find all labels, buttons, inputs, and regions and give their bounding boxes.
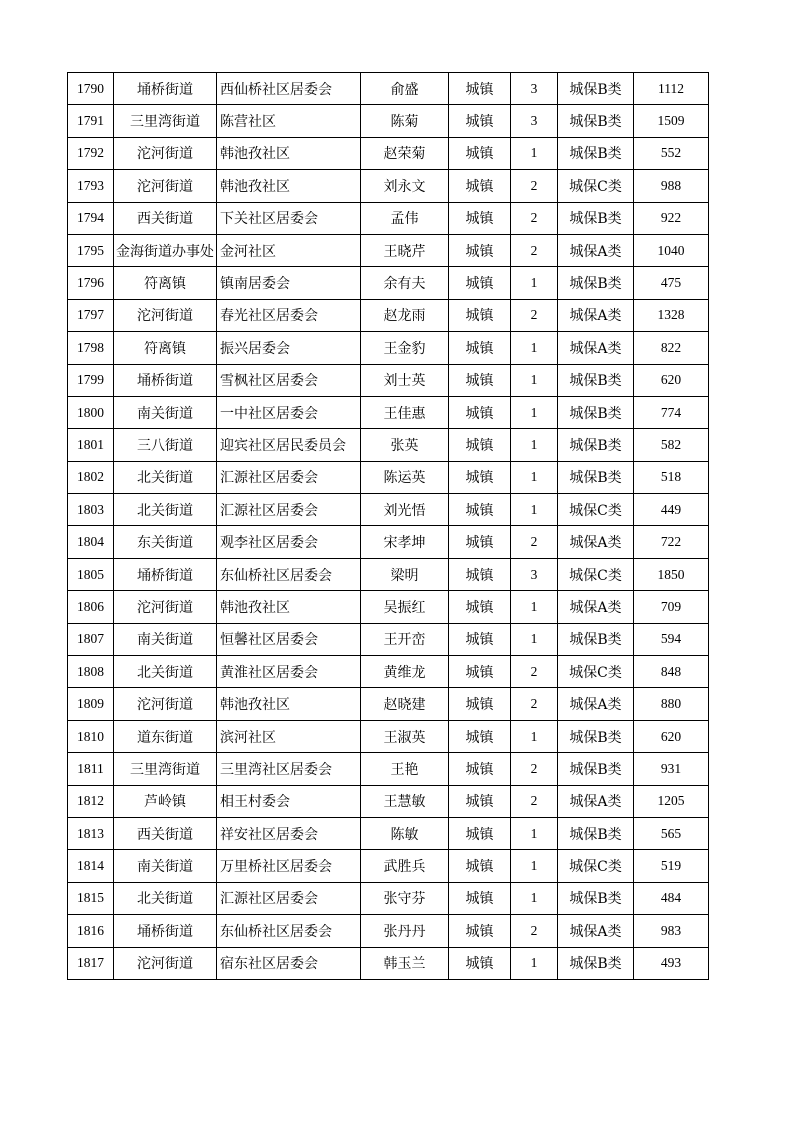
street-cell: 南关街道 <box>114 623 217 655</box>
person-name-cell: 王淑英 <box>361 720 449 752</box>
person-name-cell: 刘士英 <box>361 364 449 396</box>
row-number-cell: 1809 <box>68 688 114 720</box>
street-cell: 沱河街道 <box>114 299 217 331</box>
community-cell: 韩池孜社区 <box>217 170 361 202</box>
household-count-cell: 2 <box>511 915 558 947</box>
category-cell: 城保B类 <box>558 882 634 914</box>
community-cell: 相王村委会 <box>217 785 361 817</box>
person-name-cell: 张英 <box>361 429 449 461</box>
amount-cell: 722 <box>634 526 709 558</box>
community-cell: 韩池孜社区 <box>217 137 361 169</box>
person-name-cell: 王艳 <box>361 753 449 785</box>
area-type-cell: 城镇 <box>449 720 511 752</box>
amount-cell: 620 <box>634 364 709 396</box>
household-count-cell: 1 <box>511 332 558 364</box>
row-number-cell: 1793 <box>68 170 114 202</box>
street-cell: 北关街道 <box>114 461 217 493</box>
row-number-cell: 1796 <box>68 267 114 299</box>
category-cell: 城保C类 <box>558 170 634 202</box>
category-cell: 城保B类 <box>558 137 634 169</box>
table-row <box>68 656 709 688</box>
row-number-cell: 1810 <box>68 720 114 752</box>
area-type-cell: 城镇 <box>449 591 511 623</box>
category-cell: 城保B类 <box>558 623 634 655</box>
household-count-cell: 1 <box>511 817 558 849</box>
street-cell: 金海街道办事处 <box>114 234 217 266</box>
household-count-cell: 2 <box>511 234 558 266</box>
table-body <box>68 73 709 980</box>
person-name-cell: 王开峦 <box>361 623 449 655</box>
row-number-cell: 1806 <box>68 591 114 623</box>
community-cell: 滨河社区 <box>217 720 361 752</box>
household-count-cell: 1 <box>511 461 558 493</box>
household-count-cell: 3 <box>511 105 558 137</box>
street-cell: 东关街道 <box>114 526 217 558</box>
table-row <box>68 558 709 590</box>
person-name-cell: 俞盛 <box>361 73 449 105</box>
row-number-cell: 1807 <box>68 623 114 655</box>
area-type-cell: 城镇 <box>449 947 511 979</box>
street-cell: 南关街道 <box>114 850 217 882</box>
person-name-cell: 王金豹 <box>361 332 449 364</box>
amount-cell: 594 <box>634 623 709 655</box>
street-cell: 三里湾街道 <box>114 105 217 137</box>
household-count-cell: 1 <box>511 137 558 169</box>
area-type-cell: 城镇 <box>449 461 511 493</box>
amount-cell: 988 <box>634 170 709 202</box>
table-row <box>68 73 709 105</box>
table-row <box>68 234 709 266</box>
amount-cell: 582 <box>634 429 709 461</box>
table-row <box>68 396 709 428</box>
amount-cell: 983 <box>634 915 709 947</box>
community-cell: 汇源社区居委会 <box>217 882 361 914</box>
category-cell: 城保B类 <box>558 396 634 428</box>
person-name-cell: 武胜兵 <box>361 850 449 882</box>
row-number-cell: 1812 <box>68 785 114 817</box>
category-cell: 城保B类 <box>558 753 634 785</box>
street-cell: 芦岭镇 <box>114 785 217 817</box>
row-number-cell: 1792 <box>68 137 114 169</box>
street-cell: 西关街道 <box>114 202 217 234</box>
community-cell: 镇南居委会 <box>217 267 361 299</box>
table-row <box>68 267 709 299</box>
area-type-cell: 城镇 <box>449 299 511 331</box>
category-cell: 城保C类 <box>558 850 634 882</box>
area-type-cell: 城镇 <box>449 623 511 655</box>
community-cell: 迎宾社区居民委员会 <box>217 429 361 461</box>
table-row <box>68 720 709 752</box>
amount-cell: 709 <box>634 591 709 623</box>
person-name-cell: 余有夫 <box>361 267 449 299</box>
household-count-cell: 1 <box>511 429 558 461</box>
area-type-cell: 城镇 <box>449 882 511 914</box>
community-cell: 三里湾社区居委会 <box>217 753 361 785</box>
category-cell: 城保B类 <box>558 202 634 234</box>
street-cell: 沱河街道 <box>114 688 217 720</box>
category-cell: 城保B类 <box>558 267 634 299</box>
area-type-cell: 城镇 <box>449 915 511 947</box>
person-name-cell: 韩玉兰 <box>361 947 449 979</box>
area-type-cell: 城镇 <box>449 753 511 785</box>
table-row <box>68 850 709 882</box>
street-cell: 埇桥街道 <box>114 73 217 105</box>
category-cell: 城保C类 <box>558 494 634 526</box>
amount-cell: 922 <box>634 202 709 234</box>
row-number-cell: 1808 <box>68 656 114 688</box>
category-cell: 城保C类 <box>558 558 634 590</box>
category-cell: 城保A类 <box>558 688 634 720</box>
row-number-cell: 1805 <box>68 558 114 590</box>
assistance-table <box>67 72 709 980</box>
table-row <box>68 332 709 364</box>
street-cell: 北关街道 <box>114 494 217 526</box>
row-number-cell: 1802 <box>68 461 114 493</box>
household-count-cell: 1 <box>511 882 558 914</box>
street-cell: 沱河街道 <box>114 170 217 202</box>
amount-cell: 1328 <box>634 299 709 331</box>
street-cell: 三八街道 <box>114 429 217 461</box>
category-cell: 城保A类 <box>558 591 634 623</box>
table-row <box>68 202 709 234</box>
household-count-cell: 3 <box>511 73 558 105</box>
row-number-cell: 1811 <box>68 753 114 785</box>
area-type-cell: 城镇 <box>449 105 511 137</box>
table-row <box>68 947 709 979</box>
row-number-cell: 1795 <box>68 234 114 266</box>
community-cell: 观李社区居委会 <box>217 526 361 558</box>
area-type-cell: 城镇 <box>449 396 511 428</box>
person-name-cell: 张守芬 <box>361 882 449 914</box>
amount-cell: 519 <box>634 850 709 882</box>
community-cell: 祥安社区居委会 <box>217 817 361 849</box>
community-cell: 韩池孜社区 <box>217 688 361 720</box>
category-cell: 城保B类 <box>558 461 634 493</box>
table-row <box>68 817 709 849</box>
amount-cell: 880 <box>634 688 709 720</box>
area-type-cell: 城镇 <box>449 817 511 849</box>
row-number-cell: 1799 <box>68 364 114 396</box>
person-name-cell: 刘光悟 <box>361 494 449 526</box>
community-cell: 韩池孜社区 <box>217 591 361 623</box>
household-count-cell: 1 <box>511 947 558 979</box>
person-name-cell: 孟伟 <box>361 202 449 234</box>
row-number-cell: 1803 <box>68 494 114 526</box>
community-cell: 西仙桥社区居委会 <box>217 73 361 105</box>
community-cell: 东仙桥社区居委会 <box>217 915 361 947</box>
amount-cell: 848 <box>634 656 709 688</box>
household-count-cell: 2 <box>511 202 558 234</box>
household-count-cell: 1 <box>511 591 558 623</box>
table-row <box>68 494 709 526</box>
household-count-cell: 2 <box>511 170 558 202</box>
household-count-cell: 2 <box>511 299 558 331</box>
household-count-cell: 1 <box>511 267 558 299</box>
person-name-cell: 梁明 <box>361 558 449 590</box>
area-type-cell: 城镇 <box>449 234 511 266</box>
community-cell: 下关社区居委会 <box>217 202 361 234</box>
category-cell: 城保A类 <box>558 332 634 364</box>
row-number-cell: 1797 <box>68 299 114 331</box>
amount-cell: 449 <box>634 494 709 526</box>
person-name-cell: 陈运英 <box>361 461 449 493</box>
area-type-cell: 城镇 <box>449 137 511 169</box>
household-count-cell: 2 <box>511 688 558 720</box>
household-count-cell: 1 <box>511 494 558 526</box>
table-row <box>68 137 709 169</box>
category-cell: 城保C类 <box>558 656 634 688</box>
area-type-cell: 城镇 <box>449 688 511 720</box>
category-cell: 城保A类 <box>558 526 634 558</box>
community-cell: 振兴居委会 <box>217 332 361 364</box>
category-cell: 城保B类 <box>558 364 634 396</box>
row-number-cell: 1790 <box>68 73 114 105</box>
community-cell: 恒馨社区居委会 <box>217 623 361 655</box>
street-cell: 符离镇 <box>114 267 217 299</box>
area-type-cell: 城镇 <box>449 656 511 688</box>
row-number-cell: 1817 <box>68 947 114 979</box>
community-cell: 雪枫社区居委会 <box>217 364 361 396</box>
area-type-cell: 城镇 <box>449 267 511 299</box>
street-cell: 三里湾街道 <box>114 753 217 785</box>
amount-cell: 484 <box>634 882 709 914</box>
community-cell: 汇源社区居委会 <box>217 494 361 526</box>
street-cell: 埇桥街道 <box>114 364 217 396</box>
table-row <box>68 299 709 331</box>
person-name-cell: 陈菊 <box>361 105 449 137</box>
table-row <box>68 915 709 947</box>
table-row <box>68 591 709 623</box>
community-cell: 万里桥社区居委会 <box>217 850 361 882</box>
category-cell: 城保B类 <box>558 105 634 137</box>
household-count-cell: 2 <box>511 526 558 558</box>
street-cell: 北关街道 <box>114 882 217 914</box>
person-name-cell: 吴振红 <box>361 591 449 623</box>
amount-cell: 931 <box>634 753 709 785</box>
area-type-cell: 城镇 <box>449 494 511 526</box>
street-cell: 北关街道 <box>114 656 217 688</box>
row-number-cell: 1798 <box>68 332 114 364</box>
person-name-cell: 陈敏 <box>361 817 449 849</box>
area-type-cell: 城镇 <box>449 170 511 202</box>
area-type-cell: 城镇 <box>449 364 511 396</box>
table-row <box>68 429 709 461</box>
community-cell: 东仙桥社区居委会 <box>217 558 361 590</box>
household-count-cell: 2 <box>511 785 558 817</box>
area-type-cell: 城镇 <box>449 785 511 817</box>
amount-cell: 620 <box>634 720 709 752</box>
street-cell: 沱河街道 <box>114 947 217 979</box>
household-count-cell: 1 <box>511 850 558 882</box>
table-row <box>68 526 709 558</box>
street-cell: 沱河街道 <box>114 137 217 169</box>
row-number-cell: 1791 <box>68 105 114 137</box>
amount-cell: 1850 <box>634 558 709 590</box>
person-name-cell: 刘永文 <box>361 170 449 202</box>
row-number-cell: 1815 <box>68 882 114 914</box>
household-count-cell: 2 <box>511 753 558 785</box>
category-cell: 城保A类 <box>558 234 634 266</box>
amount-cell: 552 <box>634 137 709 169</box>
category-cell: 城保B类 <box>558 817 634 849</box>
row-number-cell: 1794 <box>68 202 114 234</box>
street-cell: 西关街道 <box>114 817 217 849</box>
row-number-cell: 1800 <box>68 396 114 428</box>
person-name-cell: 赵荣菊 <box>361 137 449 169</box>
table-row <box>68 364 709 396</box>
community-cell: 汇源社区居委会 <box>217 461 361 493</box>
row-number-cell: 1804 <box>68 526 114 558</box>
row-number-cell: 1816 <box>68 915 114 947</box>
row-number-cell: 1813 <box>68 817 114 849</box>
community-cell: 金河社区 <box>217 234 361 266</box>
person-name-cell: 王晓芹 <box>361 234 449 266</box>
community-cell: 春光社区居委会 <box>217 299 361 331</box>
community-cell: 宿东社区居委会 <box>217 947 361 979</box>
category-cell: 城保A类 <box>558 915 634 947</box>
table-row <box>68 170 709 202</box>
table-row <box>68 461 709 493</box>
community-cell: 陈营社区 <box>217 105 361 137</box>
area-type-cell: 城镇 <box>449 73 511 105</box>
table-row <box>68 785 709 817</box>
person-name-cell: 赵龙雨 <box>361 299 449 331</box>
community-cell: 黄淮社区居委会 <box>217 656 361 688</box>
street-cell: 沱河街道 <box>114 591 217 623</box>
street-cell: 埇桥街道 <box>114 558 217 590</box>
person-name-cell: 赵晓建 <box>361 688 449 720</box>
area-type-cell: 城镇 <box>449 202 511 234</box>
street-cell: 埇桥街道 <box>114 915 217 947</box>
area-type-cell: 城镇 <box>449 526 511 558</box>
amount-cell: 1040 <box>634 234 709 266</box>
category-cell: 城保B类 <box>558 947 634 979</box>
household-count-cell: 1 <box>511 720 558 752</box>
household-count-cell: 2 <box>511 656 558 688</box>
category-cell: 城保B类 <box>558 73 634 105</box>
household-count-cell: 3 <box>511 558 558 590</box>
row-number-cell: 1801 <box>68 429 114 461</box>
street-cell: 南关街道 <box>114 396 217 428</box>
amount-cell: 518 <box>634 461 709 493</box>
area-type-cell: 城镇 <box>449 332 511 364</box>
amount-cell: 565 <box>634 817 709 849</box>
table-row <box>68 882 709 914</box>
amount-cell: 774 <box>634 396 709 428</box>
household-count-cell: 1 <box>511 396 558 428</box>
person-name-cell: 王慧敏 <box>361 785 449 817</box>
category-cell: 城保A类 <box>558 785 634 817</box>
area-type-cell: 城镇 <box>449 429 511 461</box>
person-name-cell: 宋孝坤 <box>361 526 449 558</box>
street-cell: 符离镇 <box>114 332 217 364</box>
table-row <box>68 105 709 137</box>
street-cell: 道东街道 <box>114 720 217 752</box>
household-count-cell: 1 <box>511 623 558 655</box>
table-row <box>68 623 709 655</box>
person-name-cell: 黄维龙 <box>361 656 449 688</box>
amount-cell: 822 <box>634 332 709 364</box>
category-cell: 城保B类 <box>558 720 634 752</box>
amount-cell: 475 <box>634 267 709 299</box>
area-type-cell: 城镇 <box>449 850 511 882</box>
area-type-cell: 城镇 <box>449 558 511 590</box>
person-name-cell: 张丹丹 <box>361 915 449 947</box>
table-row <box>68 753 709 785</box>
category-cell: 城保B类 <box>558 429 634 461</box>
community-cell: 一中社区居委会 <box>217 396 361 428</box>
amount-cell: 1112 <box>634 73 709 105</box>
category-cell: 城保A类 <box>558 299 634 331</box>
household-count-cell: 1 <box>511 364 558 396</box>
person-name-cell: 王佳惠 <box>361 396 449 428</box>
row-number-cell: 1814 <box>68 850 114 882</box>
table-row <box>68 688 709 720</box>
amount-cell: 1205 <box>634 785 709 817</box>
amount-cell: 493 <box>634 947 709 979</box>
amount-cell: 1509 <box>634 105 709 137</box>
